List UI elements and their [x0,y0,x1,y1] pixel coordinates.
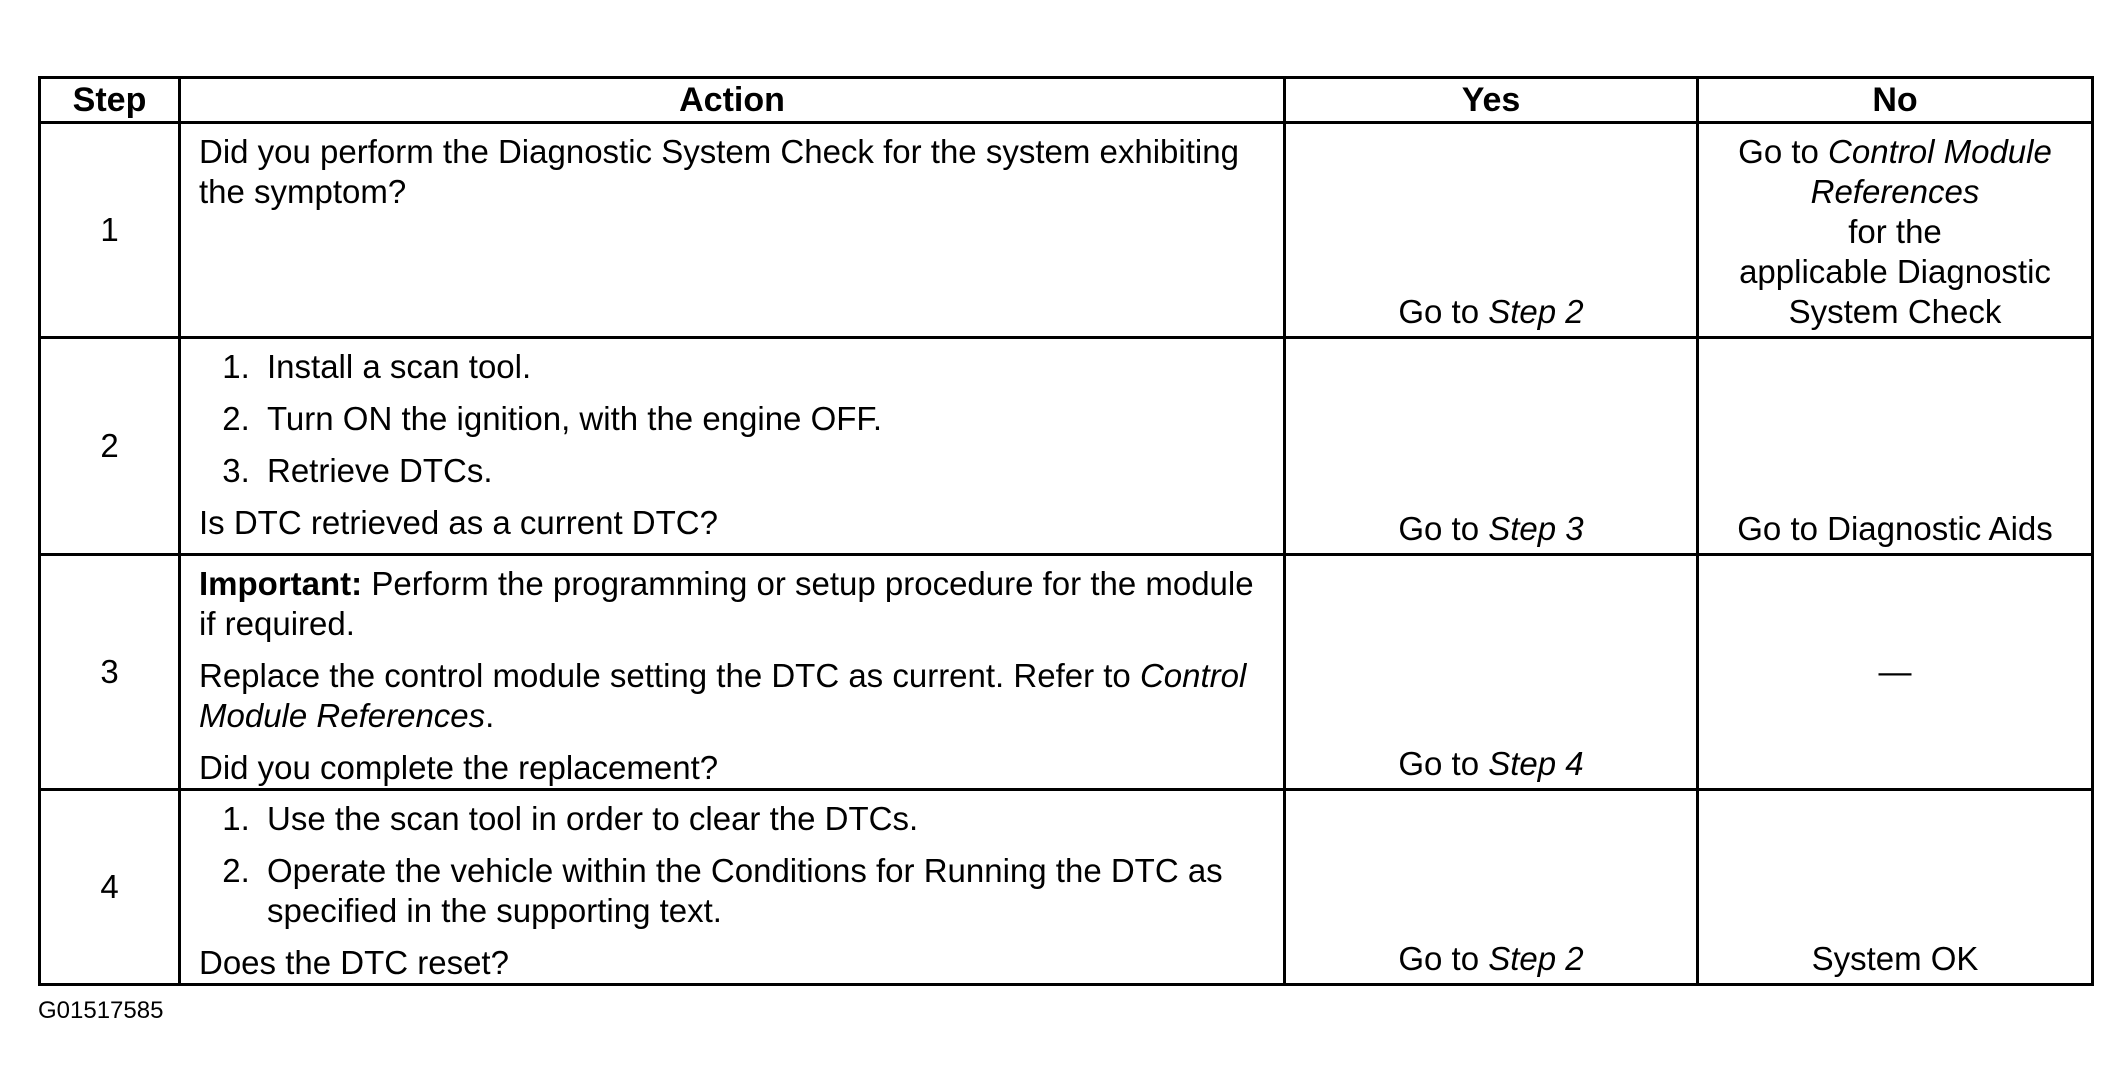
list-item: 2. Turn ON the ignition, with the engine OFF. [259,399,1265,439]
yes-step-link[interactable]: Step 4 [1488,745,1584,782]
header-step: Step [40,78,180,123]
yes-cell [1285,123,1698,338]
yes-cell [1285,790,1698,985]
no-text: System OK [1811,940,1979,977]
list-item: 2. Operate the vehicle within the Conditions for Running the DTC as specified in the supporting text. [259,851,1265,931]
replace-end: . [485,697,495,734]
replace-instruction [199,656,1265,736]
action-question: Does the DTC reset? [199,944,509,981]
yes-prefix: Go to [1398,510,1489,547]
step-number: 3 [40,555,180,790]
step-number: 4 [40,790,180,985]
yes-prefix: Go to [1398,940,1489,977]
list-item: 3. Retrieve DTCs. [259,451,1265,491]
action-cell [180,790,1285,985]
replace-text: Replace the control module setting the DTC as current. Refer to [199,657,1140,694]
action-steps-list [199,347,1265,491]
yes-step-link[interactable]: Step 2 [1488,940,1584,977]
important-note [199,564,1265,644]
header-yes: Yes [1285,78,1698,123]
no-text: — [1878,653,1912,690]
no-reference-link[interactable]: Control Module References [1810,133,2052,210]
list-item: 1. Use the scan tool in order to clear the DTCs. [259,799,1265,839]
step-number: 1 [40,123,180,338]
reference-link[interactable]: Control Module References [199,657,1247,734]
action-question: Is DTC retrieved as a current DTC? [199,504,718,541]
diagnostic-table [38,76,2094,986]
yes-prefix: Go to [1398,293,1489,330]
table-row [40,123,2093,338]
no-cell [1698,790,2093,985]
table-row [40,790,2093,985]
list-item: 1. Install a scan tool. [259,347,1265,387]
no-cell [1698,123,2093,338]
action-question: Did you perform the Diagnostic System Check for the system exhibiting the symptom? [199,133,1239,210]
action-question: Did you complete the replacement? [199,749,719,786]
no-line1: for the [1848,213,1942,250]
important-text: Perform the programming or setup procedure for the module if required. [199,565,1254,642]
no-cell [1698,338,2093,555]
action-cell [180,123,1285,338]
figure-id: G01517585 [38,997,164,1024]
action-steps-list [199,799,1265,931]
yes-cell [1285,555,1698,790]
header-action: Action [180,78,1285,123]
yes-cell [1285,338,1698,555]
no-text[interactable]: Go to Diagnostic Aids [1737,510,2053,547]
header-no: No [1698,78,2093,123]
yes-step-link[interactable]: Step 2 [1488,293,1584,330]
yes-step-link[interactable]: Step 3 [1488,510,1584,547]
table-row [40,555,2093,790]
table-row [40,338,2093,555]
action-cell [180,338,1285,555]
step-number: 2 [40,338,180,555]
no-prefix: Go to [1738,133,1829,170]
yes-prefix: Go to [1398,745,1489,782]
important-label: Important: [199,565,363,602]
no-cell [1698,555,2093,790]
no-line2: applicable Diagnostic System Check [1739,253,2051,330]
action-cell [180,555,1285,790]
header-row [40,78,2093,123]
